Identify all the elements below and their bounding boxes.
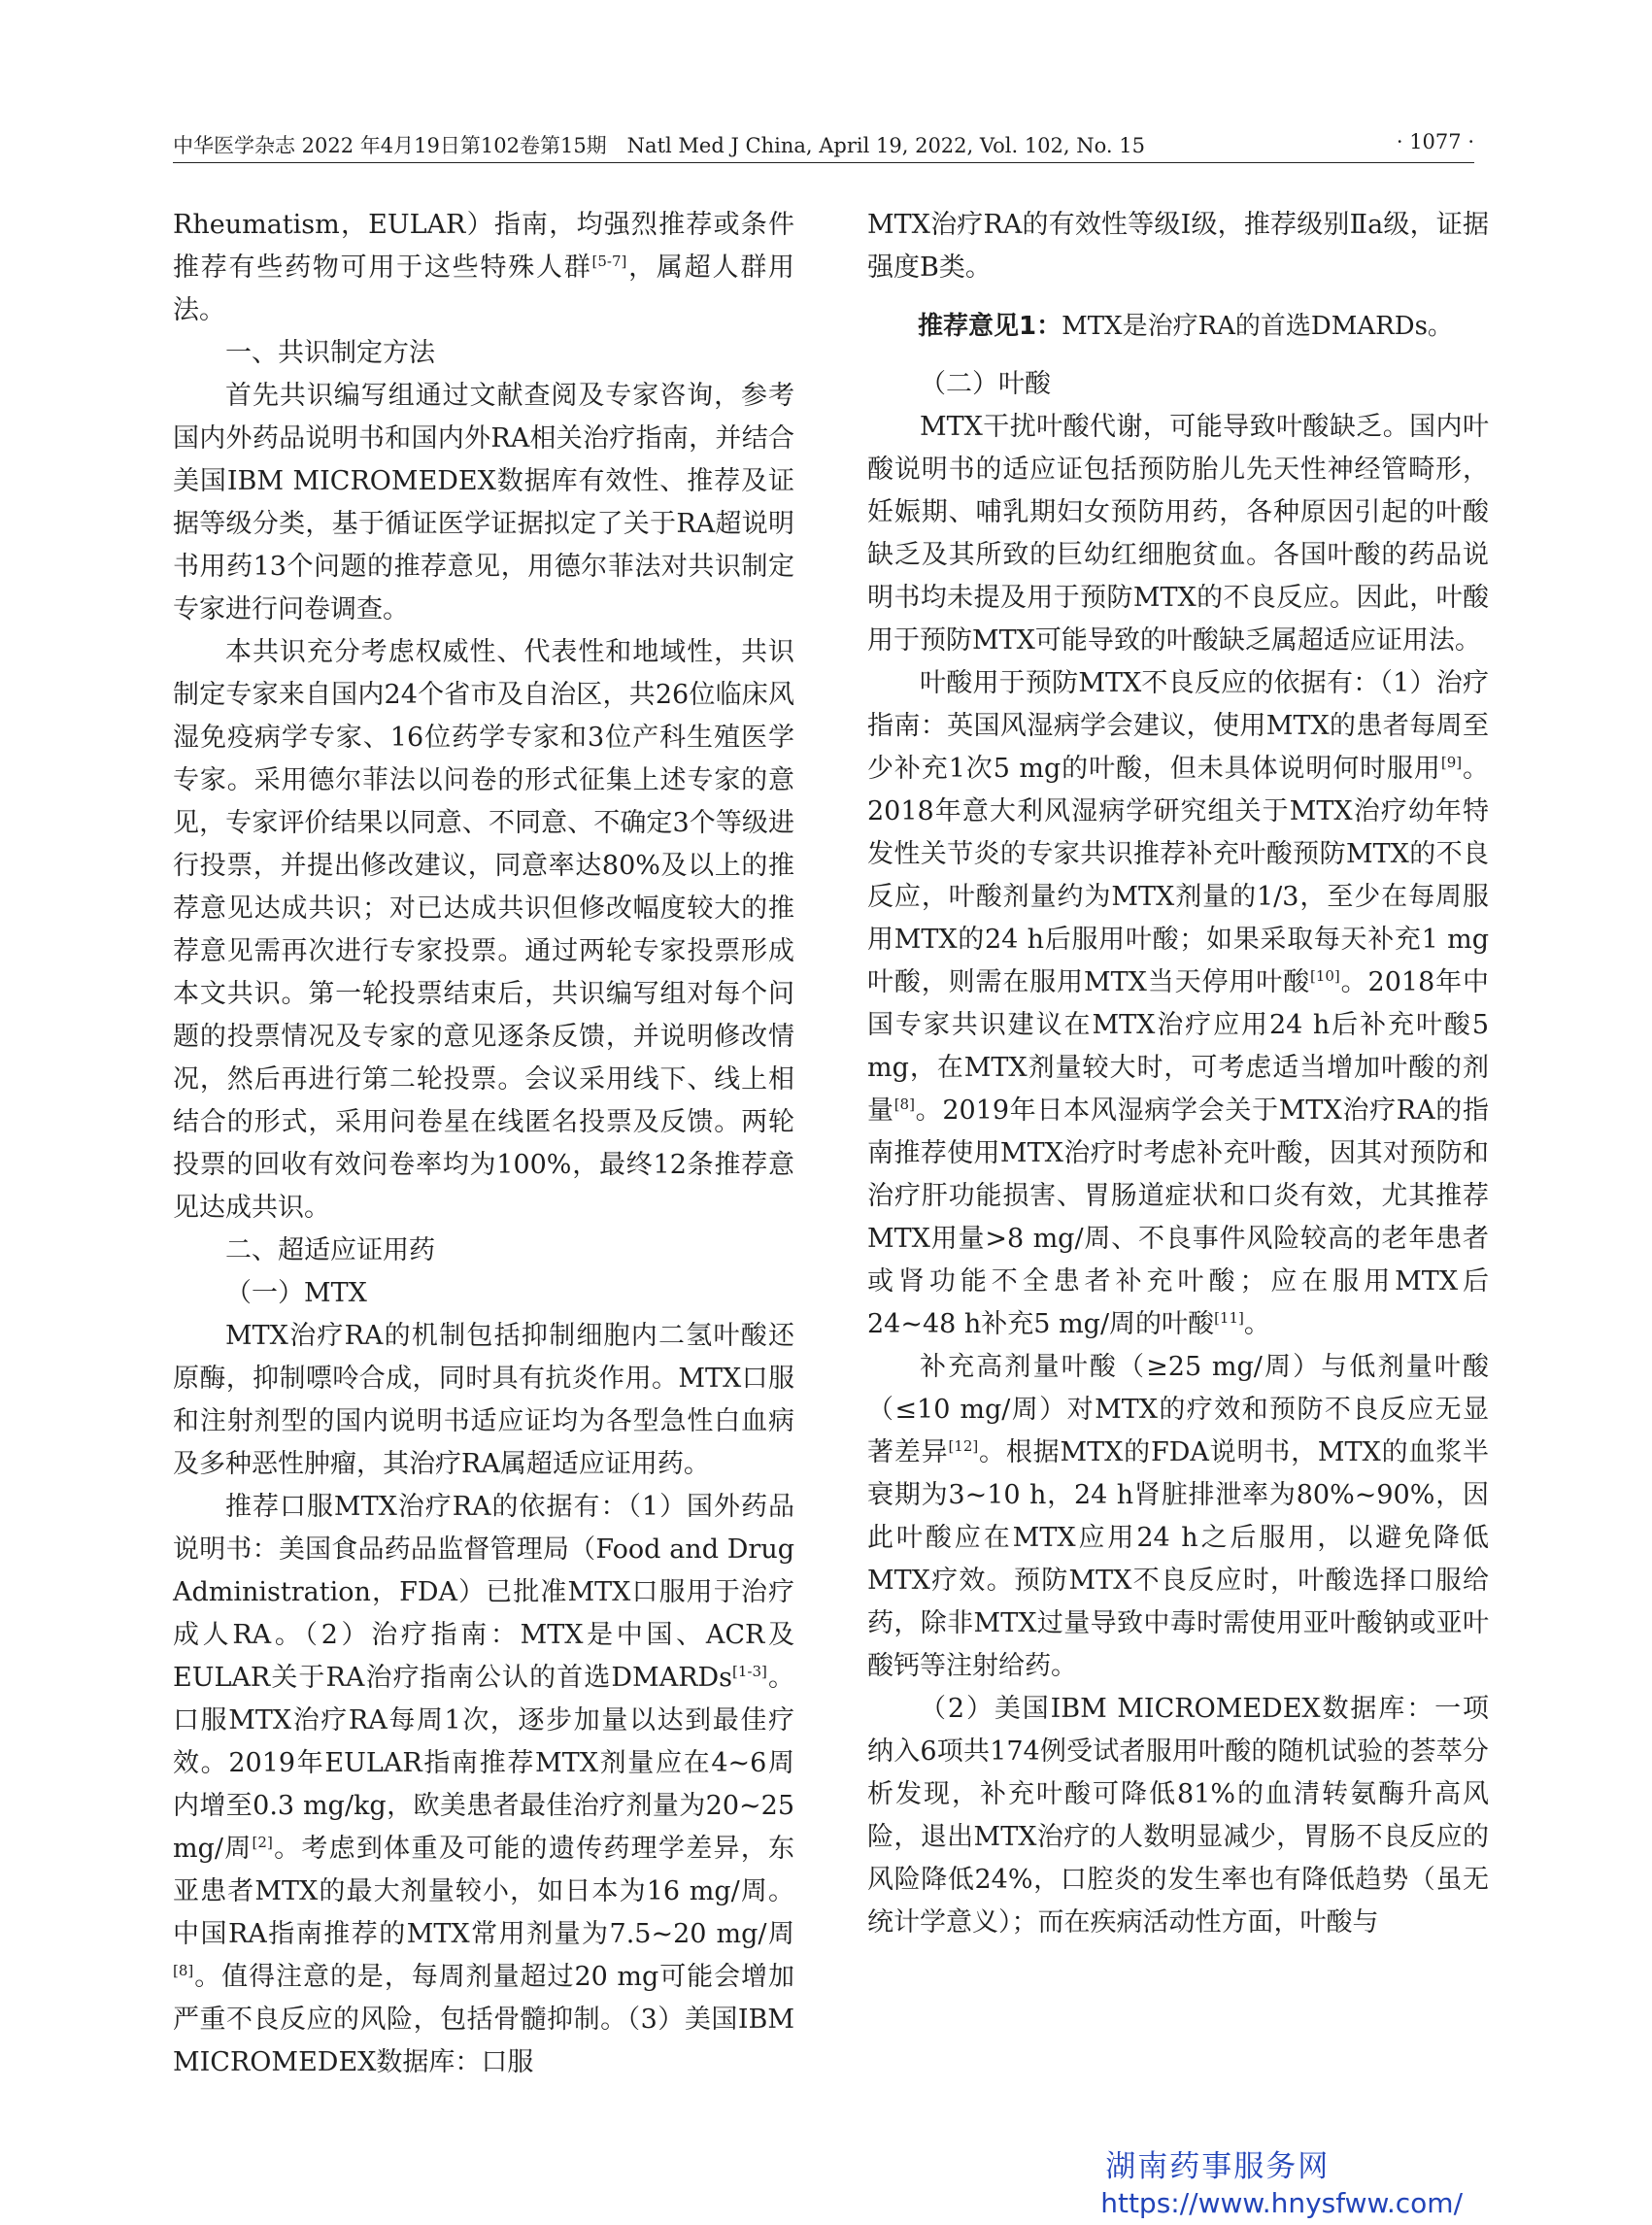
paragraph-text: 。2018年中国专家共识建议在MTX治疗应用24 h后补充叶酸5 mg，在MTX剂量较大时，可考虑适当增加叶酸的剂量 (867, 967, 1489, 1126)
body-paragraph: 首先共识编写组通过文献查阅及专家咨询，参考国内外药品说明书和国内外RA相关治疗指南，并结合美国IBM MICROMEDEX数据库有效性、推荐及证据等级分类，基于循证医学证据拟定了关于RA超说明书用药13个问题的推荐意见，用德尔菲法对共识制定专家进行问卷调查。 (173, 381, 794, 624)
section-heading: 一、共识制定方法 (225, 338, 435, 368)
watermark-url[interactable]: https://www.hnysfww.com/ (1100, 2187, 1463, 2219)
citation-ref[interactable]: [9] (1440, 754, 1463, 771)
paragraph-text: 。值得注意的是，每周剂量超过20 mg可能会增加严重不良反应的风险，包括骨髓抑制。（3）美国IBM MICROMEDEX数据库：口服 (173, 1962, 794, 2077)
journal-citation: 中华医学杂志 2022 年4月19日第102卷第15期 Natl Med J China, April 19, 2022, Vol. 102, No. 15 (173, 134, 1145, 157)
citation-ref[interactable]: [1-3] (732, 1663, 767, 1680)
section-heading: （二）叶酸 (920, 369, 1051, 399)
body-paragraph: MTX治疗RA的机制包括抑制细胞内二氢叶酸还原酶，抑制嘌呤合成，同时具有抗炎作用。MTX口服和注射剂型的国内说明书适应证均为各型急性白血病及多种恶性肿瘤，其治疗RA属超适应证用药。 (173, 1321, 794, 1479)
body-paragraph (867, 662, 1489, 1346)
paragraph-text: ，属超人群用法。 (173, 253, 795, 325)
paragraph-text: 。2019年日本风湿病学会关于MTX治疗RA的指南推荐使用MTX治疗时考虑补充叶酸，因其对预防和治疗肝功能损害、胃肠道症状和口炎有效，尤其推荐MTX用量>8 mg/周、不良事件风险较高的老年患者或肾功能不全患者补充叶酸；应在服用MTX后24~48 h补充5 mg/周的叶酸 (867, 1096, 1489, 1339)
section-heading: （一）MTX (225, 1278, 367, 1308)
recommendation-label: 推荐意见1： (918, 312, 1062, 341)
citation-ref[interactable]: [12] (948, 1437, 979, 1455)
paragraph-text: 叶酸用于预防MTX不良反应的依据有：（1）治疗指南：英国风湿病学会建议，使用MTX的患者每周至少补充1次5 mg的叶酸，但未具体说明何时服用 (867, 668, 1489, 784)
left-column (173, 204, 794, 2084)
body-paragraph (867, 1346, 1489, 1688)
paragraph-text: 。2018年意大利风湿病学研究组关于MTX治疗幼年特发性关节炎的专家共识推荐补充叶酸预防MTX的不良反应，叶酸剂量约为MTX剂量的1/3，至少在每周服用MTX的24 h后服用叶酸；如果采取每天补充1 mg叶酸，则需在服用MTX当天停用叶酸 (867, 754, 1489, 997)
continued-paragraph (173, 204, 794, 332)
watermark-name: 湖南药事服务网 (1105, 2149, 1331, 2184)
recommendation-text: MTX是治疗RA的首选DMARDs。 (1062, 312, 1453, 341)
header-rule (173, 162, 1474, 163)
citation-ref[interactable]: [8] (893, 1096, 915, 1113)
section-heading: 二、超适应证用药 (225, 1235, 435, 1265)
site-watermark (1100, 2141, 1463, 2219)
citation-ref[interactable]: [11] (1214, 1309, 1244, 1327)
body-paragraph (173, 1486, 794, 2084)
citation-ref[interactable]: [10] (1309, 967, 1340, 985)
paragraph-text: 。口服MTX治疗RA每周1次，逐步加量以达到最佳疗效。2019年EULAR指南推荐MTX剂量应在4~6周内增至0.3 mg/kg，欧美患者最佳治疗剂量为20~25 mg/周 (173, 1663, 794, 1864)
citation-ref[interactable]: [2] (252, 1834, 273, 1851)
continued-paragraph: MTX治疗RA的有效性等级Ⅰ级，推荐级别Ⅱa级，证据强度B类。 (867, 210, 1489, 283)
paragraph-text: 。考虑到体重及可能的遗传药理学差异，东亚患者MTX的最大剂量较小，如日本为16 mg/周。中国RA指南推荐的MTX常用剂量为7.5~20 mg/周 (173, 1834, 795, 1949)
body-paragraph: MTX干扰叶酸代谢，可能导致叶酸缺乏。国内叶酸说明书的适应证包括预防胎儿先天性神经管畸形，妊娠期、哺乳期妇女预防用药，各种原因引起的叶酸缺乏及其所致的巨幼红细胞贫血。各国叶酸的药品说明书均未提及用于预防MTX的不良反应。因此，叶酸用于预防MTX可能导致的叶酸缺乏属超适应证用法。 (867, 412, 1489, 656)
citation-ref[interactable]: [8] (173, 1962, 194, 1979)
paragraph-text: Rheumatism，EULAR）指南，均强烈推荐或条件推荐有些药物可用于这些特殊人群 (173, 210, 794, 283)
paragraph-text: 推荐口服MTX治疗RA的依据有：（1）国外药品说明书：美国食品药品监督管理局（Food and Drug Administration，FDA）已批准MTX口服用于治疗成人RA。（2）治疗指南：MTX是中国、ACR及EULAR关于RA治疗指南公认的首选DMARDs (173, 1492, 794, 1693)
paragraph-text: 。根据MTX的FDA说明书，MTX的血浆半衰期为3~10 h，24 h肾脏排泄率为80%~90%，因此叶酸应在MTX应用24 h之后服用，以避免降低MTX疗效。预防MTX不良反应时，叶酸选择口服给药，除非MTX过量导致中毒时需使用亚叶酸钠或亚叶酸钙等注射给药。 (867, 1437, 1490, 1681)
body-paragraph: （2）美国IBM MICROMEDEX数据库：一项纳入6项共174例受试者服用叶酸的随机试验的荟萃分析发现，补充叶酸可降低81%的血清转氨酶升高风险，退出MTX治疗的人数明显减少，胃肠不良反应的风险降低24%，口腔炎的发生率也有降低趋势（虽无统计学意义）；而在疾病活动性方面，叶酸与 (867, 1694, 1489, 1938)
running-header (173, 130, 1474, 165)
paragraph-text: 。 (1243, 1309, 1270, 1339)
citation-ref[interactable]: [5-7] (591, 253, 627, 270)
recommendation (867, 305, 1489, 348)
body-paragraph: 本共识充分考虑权威性、代表性和地域性，共识制定专家来自国内24个省市及自治区，共26位临床风湿免疫病学专家、16位药学专家和3位产科生殖医学专家。采用德尔菲法以问卷的形式征集上述专家的意见，专家评价结果以同意、不同意、不确定3个等级进行投票，并提出修改建议，同意率达80%及以上的推荐意见达成共识；对已达成共识但修改幅度较大的推荐意见需再次进行专家投票。通过两轮专家投票形成本文共识。第一轮投票结束后，共识编写组对每个问题的投票情况及专家的意见逐条反馈，并说明修改情况，然后再进行第二轮投票。会议采用线下、线上相结合的形式，采用问卷星在线匿名投票及反馈。两轮投票的回收有效问卷率均为100%，最终12条推荐意见达成共识。 (173, 637, 794, 1223)
right-column (867, 204, 1489, 1944)
page-number: · 1077 · (1396, 130, 1474, 153)
paragraph-text: 补充高剂量叶酸（≥25 mg/周）与低剂量叶酸（≤10 mg/周）对MTX的疗效和预防不良反应无显著差异 (867, 1352, 1489, 1467)
